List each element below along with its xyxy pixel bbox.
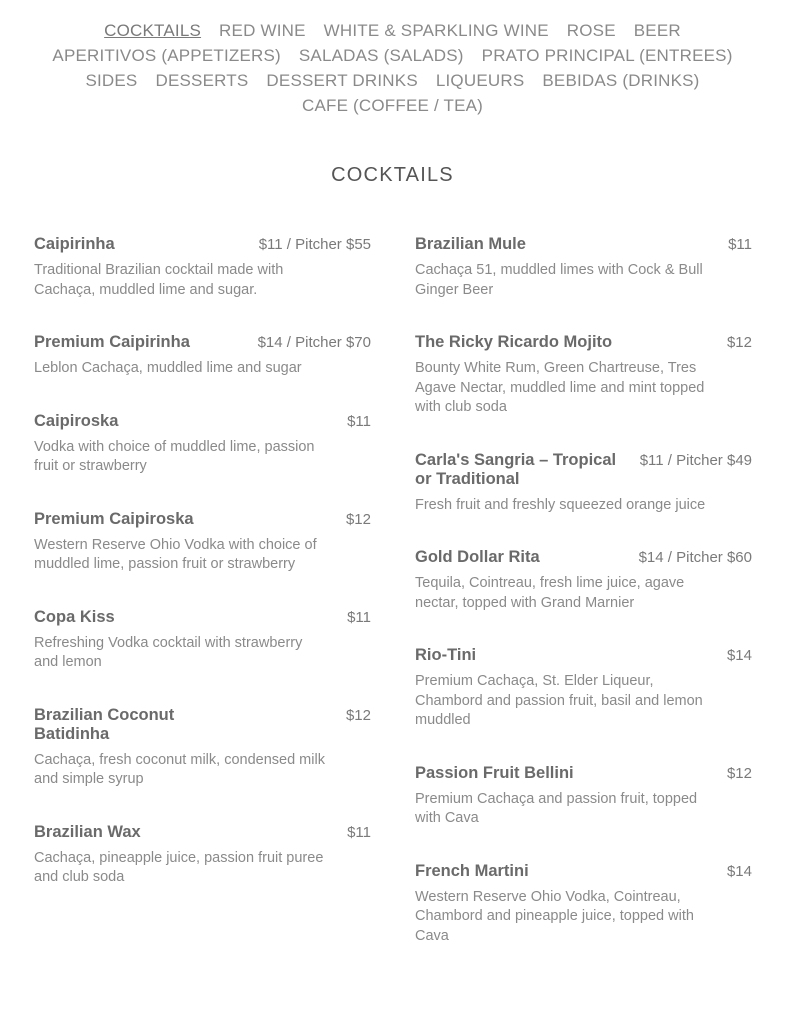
category-nav-row <box>0 93 785 118</box>
item-price: $12 <box>726 334 752 351</box>
nav-link-white-sparkling-wine[interactable]: WHITE & SPARKLING WINE <box>323 21 549 40</box>
item-name: Carla's Sangria – Tropical or Traditional <box>415 450 617 488</box>
item-description: Premium Cachaça, St. Elder Liqueur, Chambord and passion fruit, basil and lemon muddled <box>415 673 703 728</box>
item-price: $14 <box>726 647 752 664</box>
menu-item <box>415 862 752 947</box>
item-price: $11 <box>728 236 752 253</box>
item-name: The Ricky Ricardo Mojito <box>415 333 613 351</box>
nav-link-bebidas[interactable]: BEBIDAS (DRINKS) <box>542 71 700 90</box>
menu-item <box>34 412 371 477</box>
item-price: $11 / Pitcher $55 <box>258 236 371 253</box>
item-price: $12 <box>345 510 371 528</box>
menu-item <box>34 706 371 790</box>
menu-item <box>34 235 371 300</box>
item-name: Copa Kiss <box>34 607 115 626</box>
item-name: Premium Caipirinha <box>34 333 190 351</box>
item-price: $12 <box>726 764 752 782</box>
item-name: Passion Fruit Bellini <box>415 763 574 782</box>
nav-link-desserts[interactable]: DESSERTS <box>155 71 249 90</box>
nav-link-rose[interactable]: ROSE <box>566 21 616 40</box>
menu-item <box>415 548 752 613</box>
item-name: Caipirinha <box>34 235 115 253</box>
item-price: $12 <box>345 706 371 724</box>
item-description: Premium Cachaça and passion fruit, topped with Cava <box>415 790 698 826</box>
menu-item <box>415 451 752 516</box>
item-name: Premium Caipiroska <box>34 509 194 528</box>
menu-item <box>415 764 752 829</box>
nav-link-beer[interactable]: BEER <box>633 21 681 40</box>
category-nav-row <box>0 68 785 93</box>
menu-column-right <box>415 235 752 979</box>
item-description: Traditional Brazilian cocktail made with Cachaça, muddled lime and sugar. <box>34 262 284 298</box>
item-description: Cachaça, fresh coconut milk, condensed milk and simple syrup <box>34 751 325 787</box>
item-description: Cachaça, pineapple juice, passion fruit puree and club soda <box>34 849 324 885</box>
menu-item <box>34 333 371 379</box>
item-name: Brazilian Mule <box>415 235 526 253</box>
item-description: Vodka with choice of muddled lime, passion fruit or strawberry <box>34 438 315 474</box>
item-price: $14 <box>726 862 752 880</box>
menu-item <box>34 510 371 575</box>
item-name: Brazilian Coconut Batidinha <box>34 705 175 743</box>
item-price: $11 <box>347 412 371 430</box>
item-name: Brazilian Wax <box>34 822 141 841</box>
nav-link-liqueurs[interactable]: LIQUEURS <box>435 71 525 90</box>
item-description: Tequila, Cointreau, fresh lime juice, agave nectar, topped with Grand Marnier <box>415 575 685 611</box>
category-nav-row <box>0 18 785 43</box>
item-price: $14 / Pitcher $70 <box>257 334 371 351</box>
nav-link-saladas[interactable]: SALADAS (SALADS) <box>298 46 464 65</box>
item-name: Gold Dollar Rita <box>415 548 540 566</box>
item-price: $11 <box>347 823 371 841</box>
menu-item <box>415 235 752 300</box>
menu-item <box>415 333 752 418</box>
item-description: Leblon Cachaça, muddled lime and sugar <box>34 360 302 376</box>
nav-link-sides[interactable]: SIDES <box>85 71 138 90</box>
menu-column-left <box>34 235 371 921</box>
item-price: $14 / Pitcher $60 <box>638 549 752 566</box>
item-description: Western Reserve Ohio Vodka with choice of muddled lime, passion fruit or strawberry <box>34 536 317 572</box>
item-description: Western Reserve Ohio Vodka, Cointreau, Chambord and pineapple juice, topped with Cava <box>415 888 694 944</box>
item-name: Rio-Tini <box>415 646 477 664</box>
item-name: Caipiroska <box>34 411 119 430</box>
nav-link-cocktails[interactable]: COCKTAILS <box>104 21 202 40</box>
nav-link-aperitivos[interactable]: APERITIVOS (APPETIZERS) <box>52 46 281 65</box>
item-name: French Martini <box>415 861 529 880</box>
menu-item <box>34 823 371 888</box>
item-description: Cachaça 51, muddled limes with Cock & Bull Ginger Beer <box>415 262 703 298</box>
nav-link-dessert-drinks[interactable]: DESSERT DRINKS <box>266 71 418 90</box>
item-description: Bounty White Rum, Green Chartreuse, Tres Agave Nectar, muddled lime and mint topped with club soda <box>415 360 705 415</box>
item-price: $11 / Pitcher $49 <box>639 451 752 469</box>
item-description: Fresh fruit and freshly squeezed orange juice <box>415 496 706 513</box>
category-nav <box>0 18 785 118</box>
category-nav-row <box>0 43 785 68</box>
menu-item <box>34 608 371 673</box>
menu-item <box>415 646 752 731</box>
item-price: $11 <box>347 608 371 626</box>
nav-link-prato-principal[interactable]: PRATO PRINCIPAL (ENTREES) <box>481 46 733 65</box>
item-description: Refreshing Vodka cocktail with strawberry and lemon <box>34 634 303 670</box>
section-title: COCKTAILS <box>331 164 454 186</box>
nav-link-cafe[interactable]: CAFE (COFFEE / TEA) <box>301 96 484 115</box>
nav-link-red-wine[interactable]: RED WINE <box>219 21 306 40</box>
